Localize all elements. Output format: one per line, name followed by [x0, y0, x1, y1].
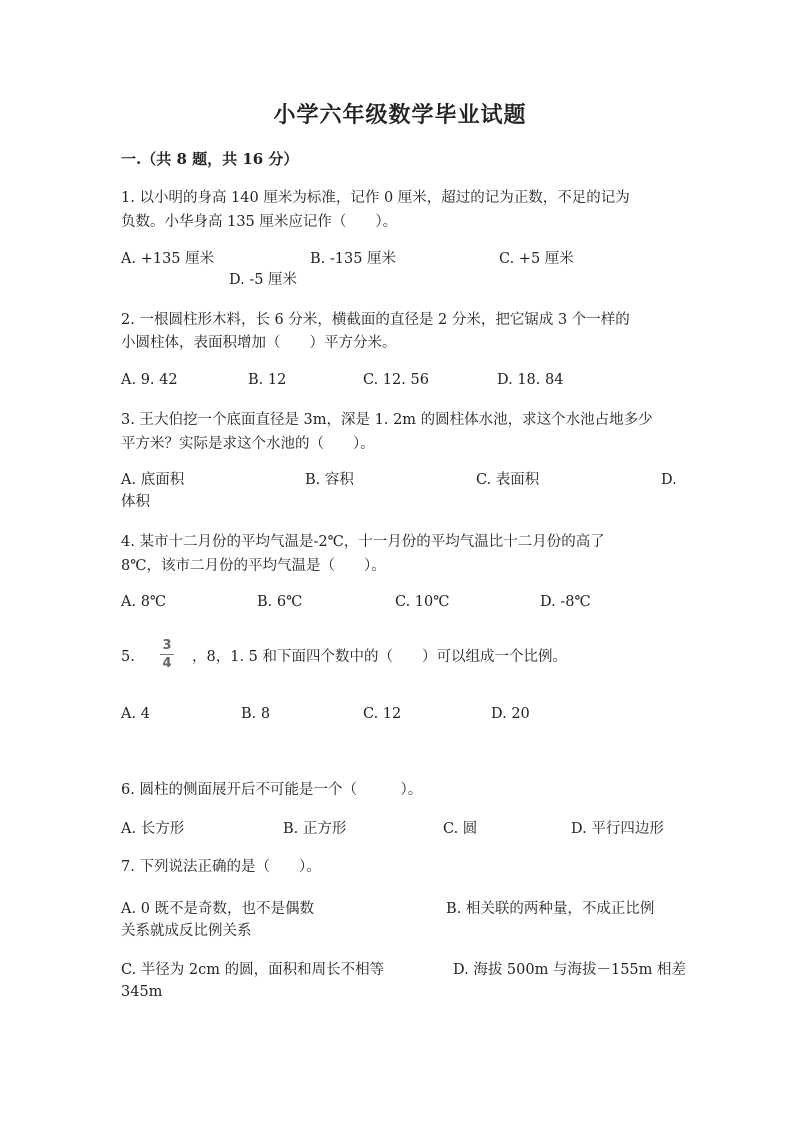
question-5-number: 5. [121, 649, 135, 665]
page-title: 小学六年级数学毕业试题 [273, 102, 527, 128]
question-1-option-c[interactable]: C. +5 厘米 [499, 251, 574, 267]
question-6-option-c[interactable]: C. 圆 [443, 821, 478, 837]
question-2-option-b[interactable]: B. 12 [248, 372, 287, 388]
question-2-option-d[interactable]: D. 18. 84 [497, 372, 564, 388]
section-heading: 一.（共 8 题，共 16 分） [121, 150, 299, 168]
question-1-option-d[interactable]: D. -5 厘米 [229, 272, 298, 288]
question-4-line-1: 4. 某市十二月份的平均气温是-2℃，十一月份的平均气温比十二月份的高了 [121, 534, 605, 550]
question-5-option-b[interactable]: B. 8 [241, 706, 271, 722]
question-3-option-d-text: 体积 [121, 494, 150, 510]
question-7-line-1: 7. 下列说法正确的是（ ）。 [121, 859, 321, 875]
question-5-option-c[interactable]: C. 12 [363, 706, 402, 722]
question-6-option-a[interactable]: A. 长方形 [121, 821, 185, 837]
question-3-option-d[interactable]: D. [661, 472, 677, 488]
question-5-option-d[interactable]: D. 20 [491, 706, 530, 722]
question-7-option-d-continued: 345m [121, 984, 163, 1000]
question-3-line-2: 平方米？实际是求这个水池的（ ）。 [121, 436, 375, 452]
question-5-text: ，8，1. 5 和下面四个数中的（ ）可以组成一个比例。 [192, 649, 568, 665]
question-4-option-a[interactable]: A. 8℃ [121, 594, 167, 610]
question-2-option-c[interactable]: C. 12. 56 [363, 372, 429, 388]
question-2-option-a[interactable]: A. 9. 42 [121, 372, 178, 388]
question-4-line-2: 8℃，该市二月份的平均气温是（ ）。 [121, 558, 386, 574]
question-4-option-d[interactable]: D. -8℃ [540, 594, 591, 610]
question-5-option-a[interactable]: A. 4 [121, 706, 150, 722]
question-6-option-b[interactable]: B. 正方形 [283, 821, 347, 837]
question-1-option-a[interactable]: A. +135 厘米 [121, 251, 215, 267]
question-4-option-c[interactable]: C. 10℃ [395, 594, 450, 610]
fraction-three-quarters [160, 638, 174, 671]
question-2-line-1: 2. 一根圆柱形木料，长 6 分米，横截面的直径是 2 分米，把它锯成 3 个一样的 [121, 312, 630, 328]
question-7-option-a[interactable]: A. 0 既不是奇数，也不是偶数 [121, 901, 315, 917]
question-7-option-b-continued: 关系就成反比例关系 [121, 923, 252, 939]
question-7-option-b[interactable]: B. 相关联的两种量，不成正比例 [446, 901, 655, 917]
question-3-option-a[interactable]: A. 底面积 [121, 472, 185, 488]
fraction-denominator: 4 [162, 656, 172, 671]
question-1-option-b[interactable]: B. -135 厘米 [310, 251, 397, 267]
question-6-option-d[interactable]: D. 平行四边形 [571, 821, 664, 837]
question-6-line-1: 6. 圆柱的侧面展开后不可能是一个（ ）。 [121, 782, 423, 798]
question-3-option-c[interactable]: C. 表面积 [476, 472, 540, 488]
fraction-numerator: 3 [162, 638, 172, 653]
question-3-line-1: 3. 王大伯挖一个底面直径是 3m，深是 1. 2m 的圆柱体水池，求这个水池占地多少 [121, 412, 653, 428]
question-7-option-c[interactable]: C. 半径为 2cm 的圆，面积和周长不相等 [121, 962, 385, 978]
fraction-bar [160, 654, 174, 655]
question-4-option-b[interactable]: B. 6℃ [257, 594, 303, 610]
question-3-option-b[interactable]: B. 容积 [305, 472, 354, 488]
question-1-line-2: 负数。小华身高 135 厘米应记作（ ）。 [121, 214, 398, 230]
question-7-option-d[interactable]: D. 海拔 500m 与海拔－155m 相差 [453, 962, 687, 978]
question-2-line-2: 小圆柱体，表面积增加（ ）平方分米。 [121, 335, 397, 351]
question-1-line-1: 1. 以小明的身高 140 厘米为标准，记作 0 厘米，超过的记为正数，不足的记为 [121, 190, 630, 206]
